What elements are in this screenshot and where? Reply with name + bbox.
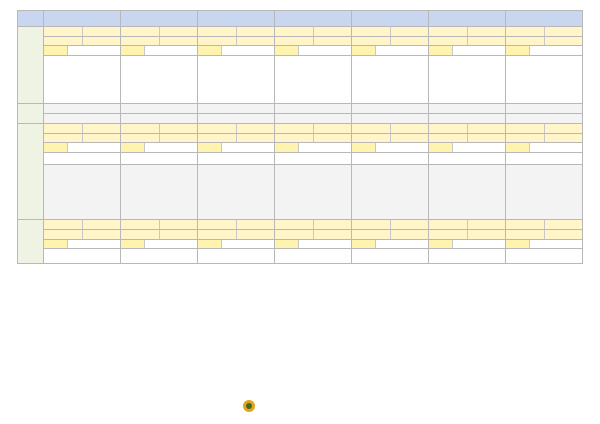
porridge-cell-name bbox=[222, 240, 274, 249]
diet-type-diabetic-left bbox=[352, 134, 391, 143]
diet-type-regular-right bbox=[468, 124, 506, 133]
porridge-cell bbox=[352, 46, 429, 56]
diet-type-regular-left bbox=[44, 220, 83, 229]
snack-afternoon bbox=[429, 113, 506, 123]
diet-type-regular bbox=[121, 124, 198, 134]
diet-type-diabetic bbox=[121, 133, 198, 143]
diet-type-regular bbox=[44, 124, 121, 134]
snack-morning bbox=[275, 103, 352, 113]
porridge-cell-tag bbox=[352, 240, 376, 249]
porridge-cell-tag bbox=[506, 46, 530, 55]
porridge-cell bbox=[121, 239, 198, 249]
section-dinner bbox=[18, 220, 44, 263]
snack-morning bbox=[506, 103, 583, 113]
snack-morning bbox=[121, 103, 198, 113]
header-label bbox=[18, 11, 44, 27]
diet-type-regular-left bbox=[506, 27, 545, 36]
diet-type-diabetic-left bbox=[506, 230, 545, 239]
diet-type-regular-right bbox=[160, 124, 198, 133]
diet-type-diabetic-right bbox=[468, 230, 506, 239]
diet-type-regular-left bbox=[44, 27, 83, 36]
meal-snack bbox=[44, 165, 121, 220]
porridge-cell-tag bbox=[44, 240, 68, 249]
porridge-cell bbox=[506, 143, 583, 153]
porridge-cell-tag bbox=[352, 143, 376, 152]
diet-type-diabetic bbox=[429, 230, 506, 240]
porridge-cell-name bbox=[530, 143, 582, 152]
diet-type-diabetic-right bbox=[545, 230, 583, 239]
diet-type-regular-left bbox=[275, 124, 314, 133]
diet-type-diabetic-right bbox=[160, 230, 198, 239]
diet-type-regular-left bbox=[198, 220, 237, 229]
diet-type-diabetic-left bbox=[121, 37, 160, 46]
snack-morning bbox=[44, 103, 121, 113]
porridge-cell bbox=[275, 46, 352, 56]
porridge-cell bbox=[275, 143, 352, 153]
diet-type-diabetic-left bbox=[275, 37, 314, 46]
diet-type-regular-left bbox=[121, 124, 160, 133]
porridge-cell-tag bbox=[275, 240, 299, 249]
diet-type-diabetic-right bbox=[391, 230, 429, 239]
diet-type-diabetic-right bbox=[160, 37, 198, 46]
diet-type-diabetic-right bbox=[237, 230, 275, 239]
section-lunch bbox=[18, 124, 44, 220]
porridge-cell bbox=[44, 239, 121, 249]
diet-type-regular-left bbox=[275, 27, 314, 36]
diet-type-regular-right bbox=[83, 27, 121, 36]
diet-type-diabetic-right bbox=[468, 37, 506, 46]
diet-type-regular-right bbox=[391, 27, 429, 36]
dish-cell bbox=[506, 55, 583, 103]
dish-cell bbox=[429, 55, 506, 103]
porridge-cell bbox=[506, 46, 583, 56]
day-header bbox=[506, 11, 583, 27]
diet-type-diabetic-right bbox=[237, 37, 275, 46]
diet-type-diabetic-right bbox=[83, 134, 121, 143]
diet-type-diabetic bbox=[429, 133, 506, 143]
diet-type-diabetic-right bbox=[468, 134, 506, 143]
diet-type-regular-left bbox=[44, 124, 83, 133]
porridge-cell-name bbox=[376, 143, 428, 152]
snack-morning bbox=[352, 103, 429, 113]
diet-type-diabetic bbox=[44, 36, 121, 46]
diet-type-diabetic bbox=[275, 36, 352, 46]
day-header bbox=[121, 11, 198, 27]
diet-type-diabetic-left bbox=[121, 230, 160, 239]
diet-type-regular bbox=[198, 220, 275, 230]
porridge-cell-tag bbox=[198, 240, 222, 249]
diet-type-regular-right bbox=[237, 220, 275, 229]
porridge-cell-tag bbox=[121, 46, 145, 55]
porridge-cell-tag bbox=[352, 46, 376, 55]
diet-type-diabetic-right bbox=[391, 37, 429, 46]
porridge-cell-tag bbox=[429, 46, 453, 55]
porridge-cell-name bbox=[145, 240, 197, 249]
diet-type-regular-left bbox=[352, 124, 391, 133]
brand-logo-icon bbox=[243, 400, 255, 412]
meal-snack bbox=[429, 165, 506, 220]
meal-snack bbox=[198, 165, 275, 220]
section-snack bbox=[18, 103, 44, 123]
diet-type-diabetic-left bbox=[275, 134, 314, 143]
diet-type-diabetic-right bbox=[237, 134, 275, 143]
dish-cell bbox=[352, 152, 429, 165]
diet-type-regular-right bbox=[83, 124, 121, 133]
porridge-cell-tag bbox=[44, 46, 68, 55]
porridge-cell-tag bbox=[198, 143, 222, 152]
snack-afternoon bbox=[198, 113, 275, 123]
diet-type-diabetic bbox=[352, 230, 429, 240]
diet-type-regular-right bbox=[314, 27, 352, 36]
porridge-cell-name bbox=[145, 143, 197, 152]
diet-type-regular-left bbox=[275, 220, 314, 229]
porridge-cell bbox=[198, 239, 275, 249]
diet-type-regular-left bbox=[121, 27, 160, 36]
porridge-cell-name bbox=[299, 143, 351, 152]
diet-type-regular-right bbox=[468, 220, 506, 229]
diet-type-diabetic-left bbox=[429, 37, 468, 46]
diet-type-regular bbox=[429, 27, 506, 37]
porridge-cell-name bbox=[453, 143, 505, 152]
diet-type-diabetic bbox=[506, 133, 583, 143]
diet-type-diabetic bbox=[121, 230, 198, 240]
diet-type-regular bbox=[275, 220, 352, 230]
diet-type-diabetic bbox=[44, 230, 121, 240]
diet-type-diabetic-left bbox=[506, 134, 545, 143]
diet-type-diabetic-right bbox=[83, 230, 121, 239]
meal-snack bbox=[352, 165, 429, 220]
porridge-cell-tag bbox=[121, 143, 145, 152]
snack-morning bbox=[198, 103, 275, 113]
snack-afternoon bbox=[352, 113, 429, 123]
dish-cell bbox=[121, 249, 198, 264]
brand bbox=[243, 400, 261, 412]
porridge-cell-tag bbox=[44, 143, 68, 152]
diet-type-regular-left bbox=[506, 124, 545, 133]
porridge-cell bbox=[352, 143, 429, 153]
snack-afternoon bbox=[506, 113, 583, 123]
day-header bbox=[275, 11, 352, 27]
meal-snack bbox=[121, 165, 198, 220]
dish-cell bbox=[429, 249, 506, 264]
diet-type-diabetic-left bbox=[44, 37, 83, 46]
day-header bbox=[352, 11, 429, 27]
diet-type-diabetic-left bbox=[121, 134, 160, 143]
snack-afternoon bbox=[44, 113, 121, 123]
diet-type-diabetic-left bbox=[198, 230, 237, 239]
diet-type-diabetic bbox=[275, 133, 352, 143]
diet-type-diabetic-right bbox=[83, 37, 121, 46]
porridge-cell bbox=[44, 143, 121, 153]
diet-type-regular-right bbox=[545, 124, 583, 133]
diet-type-regular bbox=[198, 124, 275, 134]
dish-cell bbox=[352, 55, 429, 103]
porridge-cell-tag bbox=[275, 143, 299, 152]
diet-type-regular-left bbox=[429, 27, 468, 36]
diet-type-regular bbox=[275, 27, 352, 37]
diet-type-diabetic-right bbox=[314, 134, 352, 143]
diet-type-regular-left bbox=[198, 27, 237, 36]
dish-cell bbox=[198, 55, 275, 103]
dish-cell bbox=[121, 55, 198, 103]
porridge-cell-tag bbox=[506, 143, 530, 152]
diet-type-regular-right bbox=[237, 27, 275, 36]
porridge-cell bbox=[198, 143, 275, 153]
porridge-cell bbox=[198, 46, 275, 56]
dish-cell bbox=[44, 152, 121, 165]
dish-cell bbox=[275, 249, 352, 264]
dish-cell bbox=[275, 152, 352, 165]
porridge-cell bbox=[275, 239, 352, 249]
dish-cell bbox=[275, 55, 352, 103]
dish-cell bbox=[506, 152, 583, 165]
diet-type-diabetic-left bbox=[44, 134, 83, 143]
diet-type-regular-left bbox=[506, 220, 545, 229]
dish-cell bbox=[352, 249, 429, 264]
diet-type-diabetic-right bbox=[545, 134, 583, 143]
porridge-cell-tag bbox=[429, 240, 453, 249]
diet-type-diabetic bbox=[121, 36, 198, 46]
diet-type-regular-left bbox=[429, 124, 468, 133]
diet-type-regular bbox=[506, 27, 583, 37]
porridge-cell bbox=[121, 46, 198, 56]
diet-type-regular-left bbox=[352, 27, 391, 36]
porridge-cell-name bbox=[222, 46, 274, 55]
porridge-cell bbox=[44, 46, 121, 56]
porridge-cell-name bbox=[68, 240, 120, 249]
porridge-cell-name bbox=[453, 240, 505, 249]
diet-type-diabetic-left bbox=[275, 230, 314, 239]
porridge-cell-name bbox=[68, 143, 120, 152]
diet-type-diabetic-left bbox=[506, 37, 545, 46]
diet-type-regular bbox=[275, 124, 352, 134]
diet-type-regular-left bbox=[429, 220, 468, 229]
section-breakfast bbox=[18, 27, 44, 104]
diet-type-regular bbox=[121, 27, 198, 37]
porridge-cell-name bbox=[530, 240, 582, 249]
snack-afternoon bbox=[121, 113, 198, 123]
day-header bbox=[429, 11, 506, 27]
porridge-cell bbox=[429, 46, 506, 56]
diet-type-diabetic-left bbox=[352, 230, 391, 239]
diet-type-regular bbox=[352, 124, 429, 134]
diet-type-regular-right bbox=[545, 27, 583, 36]
diet-type-regular bbox=[198, 27, 275, 37]
diet-type-regular-left bbox=[198, 124, 237, 133]
diet-type-regular bbox=[44, 27, 121, 37]
diet-type-regular-right bbox=[237, 124, 275, 133]
diet-type-diabetic bbox=[198, 230, 275, 240]
dish-cell bbox=[429, 152, 506, 165]
porridge-cell-name bbox=[530, 46, 582, 55]
diet-type-regular-right bbox=[391, 124, 429, 133]
diet-type-regular bbox=[429, 124, 506, 134]
diet-type-diabetic bbox=[198, 36, 275, 46]
porridge-cell-name bbox=[299, 46, 351, 55]
day-header bbox=[44, 11, 121, 27]
diet-type-regular bbox=[121, 220, 198, 230]
weekly-menu-table bbox=[17, 10, 583, 264]
diet-type-regular bbox=[506, 124, 583, 134]
diet-type-regular-right bbox=[314, 220, 352, 229]
diet-type-regular-right bbox=[83, 220, 121, 229]
day-header bbox=[198, 11, 275, 27]
porridge-cell-name bbox=[299, 240, 351, 249]
porridge-cell-tag bbox=[275, 46, 299, 55]
diet-type-diabetic-left bbox=[429, 134, 468, 143]
dish-cell bbox=[198, 249, 275, 264]
porridge-cell-name bbox=[376, 46, 428, 55]
porridge-cell-name bbox=[222, 143, 274, 152]
diet-type-diabetic-right bbox=[545, 37, 583, 46]
snack-afternoon bbox=[275, 113, 352, 123]
dish-cell bbox=[506, 249, 583, 264]
porridge-cell bbox=[429, 239, 506, 249]
dish-cell bbox=[198, 152, 275, 165]
porridge-cell bbox=[121, 143, 198, 153]
diet-type-diabetic bbox=[506, 36, 583, 46]
porridge-cell-tag bbox=[198, 46, 222, 55]
diet-type-diabetic-right bbox=[314, 37, 352, 46]
diet-type-diabetic-left bbox=[198, 37, 237, 46]
diet-type-diabetic-left bbox=[44, 230, 83, 239]
porridge-cell-name bbox=[68, 46, 120, 55]
diet-type-regular bbox=[44, 220, 121, 230]
diet-type-diabetic-right bbox=[160, 134, 198, 143]
dish-cell bbox=[44, 249, 121, 264]
porridge-cell-tag bbox=[121, 240, 145, 249]
porridge-cell-name bbox=[145, 46, 197, 55]
diet-type-diabetic-left bbox=[352, 37, 391, 46]
snack-morning bbox=[429, 103, 506, 113]
diet-type-regular bbox=[429, 220, 506, 230]
porridge-cell-name bbox=[376, 240, 428, 249]
meal-snack bbox=[275, 165, 352, 220]
meal-snack bbox=[506, 165, 583, 220]
diet-type-diabetic-right bbox=[314, 230, 352, 239]
diet-type-diabetic bbox=[198, 133, 275, 143]
porridge-cell bbox=[429, 143, 506, 153]
diet-type-regular-right bbox=[314, 124, 352, 133]
diet-type-regular-right bbox=[160, 220, 198, 229]
diet-type-diabetic bbox=[352, 36, 429, 46]
diet-type-regular bbox=[352, 27, 429, 37]
diet-type-regular-left bbox=[352, 220, 391, 229]
diet-type-regular-right bbox=[391, 220, 429, 229]
dish-cell bbox=[121, 152, 198, 165]
diet-type-diabetic bbox=[352, 133, 429, 143]
diet-type-diabetic-left bbox=[429, 230, 468, 239]
diet-type-diabetic bbox=[44, 133, 121, 143]
porridge-cell bbox=[352, 239, 429, 249]
porridge-cell-tag bbox=[506, 240, 530, 249]
diet-type-diabetic-left bbox=[198, 134, 237, 143]
diet-type-diabetic bbox=[429, 36, 506, 46]
diet-type-diabetic bbox=[506, 230, 583, 240]
dish-cell bbox=[44, 55, 121, 103]
diet-type-regular-right bbox=[160, 27, 198, 36]
diet-type-regular-right bbox=[545, 220, 583, 229]
porridge-cell-name bbox=[453, 46, 505, 55]
diet-type-regular bbox=[506, 220, 583, 230]
porridge-cell bbox=[506, 239, 583, 249]
diet-type-regular-left bbox=[121, 220, 160, 229]
diet-type-diabetic bbox=[275, 230, 352, 240]
diet-type-regular bbox=[352, 220, 429, 230]
diet-type-diabetic-right bbox=[391, 134, 429, 143]
porridge-cell-tag bbox=[429, 143, 453, 152]
diet-type-regular-right bbox=[468, 27, 506, 36]
